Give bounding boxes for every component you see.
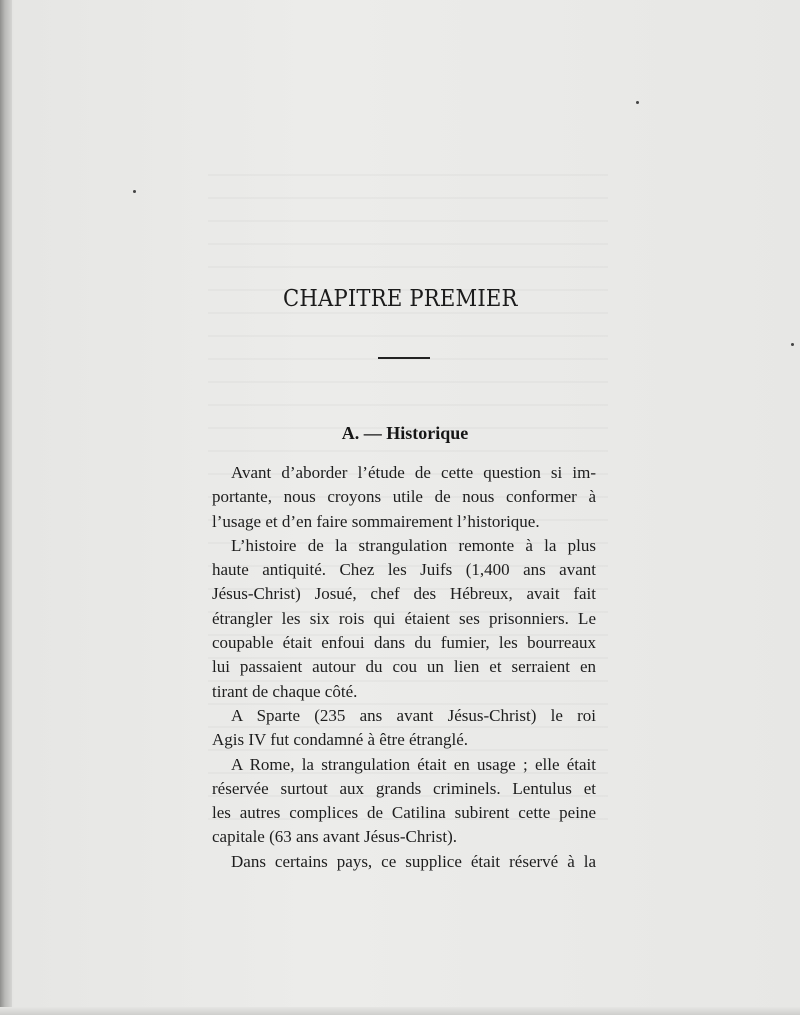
paper-speck: [133, 190, 136, 193]
text-line: Agis IV fut condamné à être étranglé.: [212, 730, 469, 750]
page-binding-edge: [0, 0, 12, 1015]
title-rule: [378, 357, 430, 359]
text-line: Avant d’aborder l’étude de cette question si im-: [231, 463, 596, 482]
text-line: portante, nous croyons utile de nous conformer à: [212, 487, 596, 507]
text-line: l’usage et d’en faire sommairement l’historique.: [212, 511, 540, 531]
text-line: Dans certains pays, ce supplice était réservé à la: [231, 851, 596, 871]
text-line: réservée surtout aux grands criminels. Lentulus et: [212, 778, 596, 798]
text-line: les autres complices de Catilina subirent cette peine: [212, 803, 596, 823]
section-heading: A. — Historique: [341, 423, 469, 443]
text-line: L’histoire de la strangulation remonte à la plus: [231, 535, 596, 555]
page-bottom-edge: [0, 1007, 800, 1015]
text-line: capitale (63 ans avant Jésus-Christ).: [212, 827, 458, 847]
text-line: tirant de chaque côté.: [212, 681, 358, 701]
text-line: A Rome, la strangulation était en usage ; elle était: [231, 754, 596, 774]
body-text: [212, 462, 596, 875]
text-line: lui passaient autour du cou un lien et serraient en: [212, 657, 596, 677]
text-line: étrangler les six rois qui étaient ses prisonniers. Le: [212, 608, 596, 628]
text-line: A Sparte (235 ans avant Jésus-Christ) le roi: [231, 705, 596, 725]
text-line: Jésus-Christ) Josué, chef des Hébreux, avait fait: [212, 584, 596, 604]
text-line: haute antiquité. Chez les Juifs (1,400 ans avant: [212, 560, 596, 580]
text-line: coupable était enfoui dans du fumier, les bourreaux: [212, 633, 596, 653]
chapter-title: CHAPITRE PREMIER: [282, 286, 518, 312]
paper-speck: [636, 101, 639, 104]
paper-speck: [791, 343, 794, 346]
